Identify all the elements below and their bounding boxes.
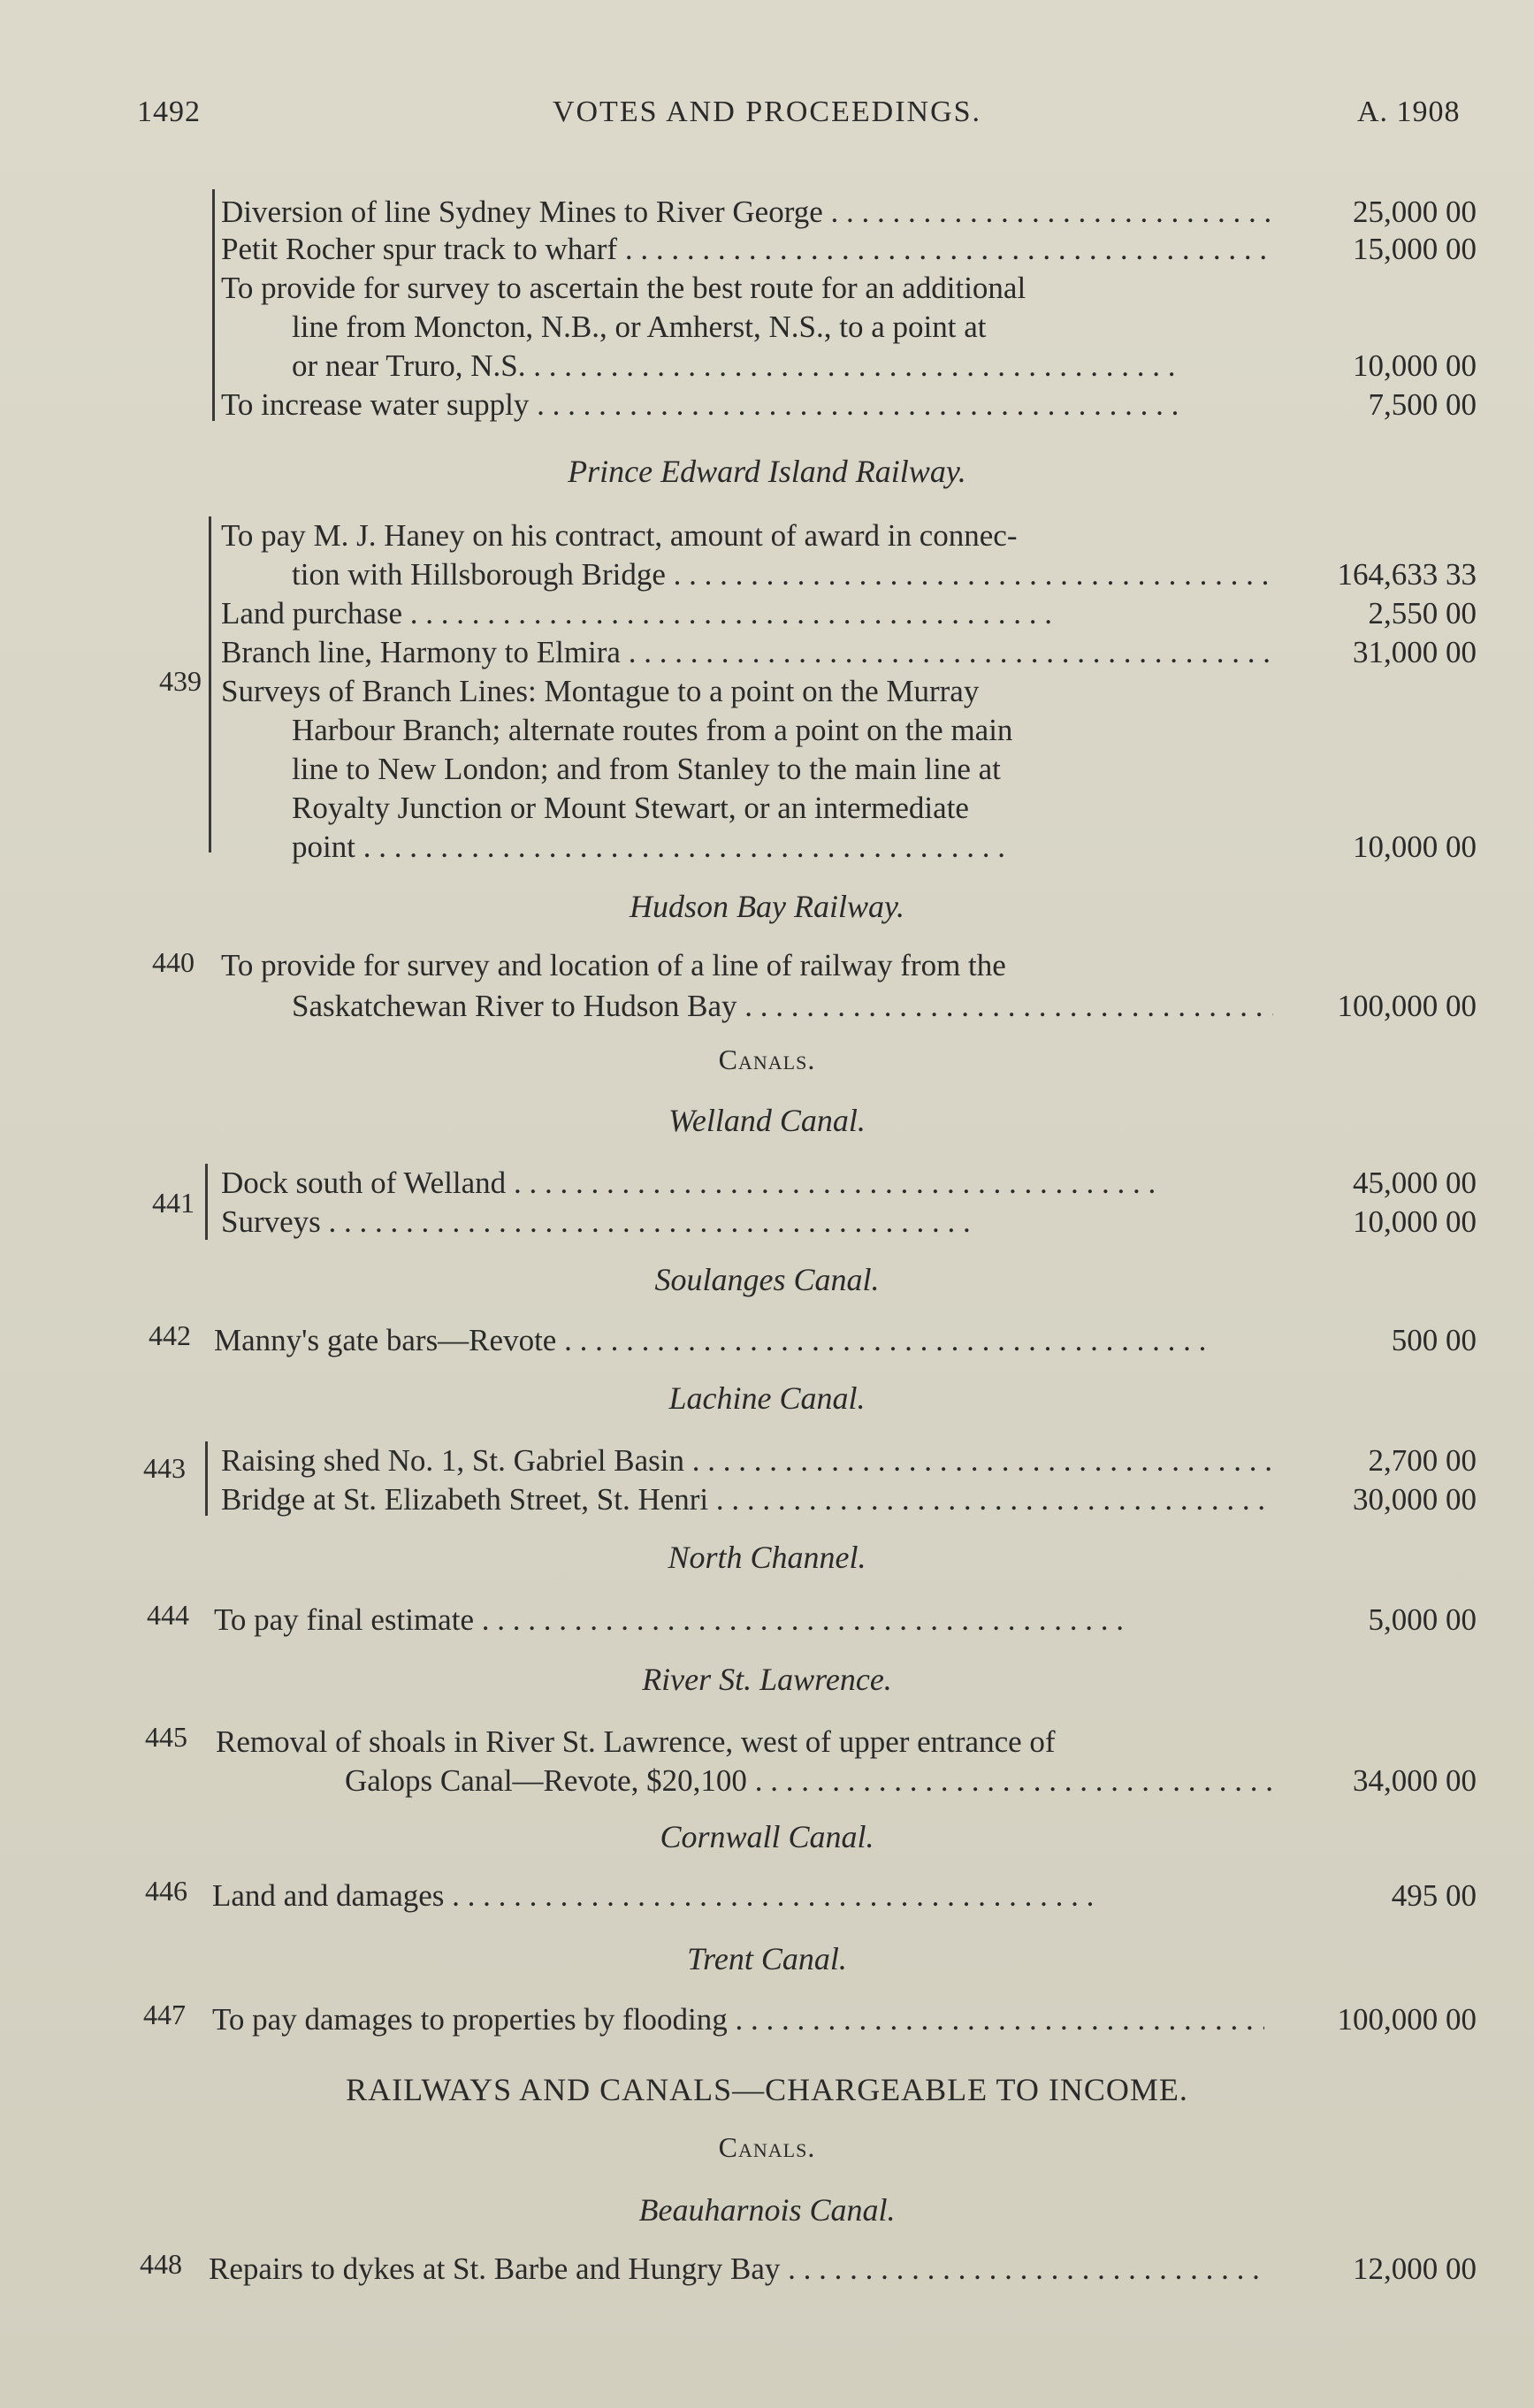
item-row xyxy=(221,631,1477,674)
item-text: Diversion of line Sydney Mines to River George xyxy=(221,195,823,229)
item-text: To provide for survey to ascertain the best route for an additional xyxy=(221,271,1026,305)
item-row xyxy=(221,1201,1477,1243)
item-amount: 495 00 xyxy=(1391,1878,1477,1913)
item-amount: 15,000 00 xyxy=(1353,232,1477,266)
item-row xyxy=(221,267,1477,310)
item-row xyxy=(221,345,1477,387)
item-text: Bridge at St. Elizabeth Street, St. Henri xyxy=(221,1482,709,1517)
item-row xyxy=(221,191,1477,233)
section-heading: Beauharnois Canal. xyxy=(638,2192,896,2228)
item-amount: 2,550 00 xyxy=(1368,596,1477,631)
item-text: tion with Hillsborough Bridge xyxy=(292,557,666,592)
item-text: Galops Canal—Revote, $20,100 xyxy=(345,1763,747,1798)
item-text: Repairs to dykes at St. Barbe and Hungry Bay xyxy=(209,2251,781,2286)
item-row xyxy=(221,384,1477,426)
item-amount: 10,000 00 xyxy=(1353,348,1477,383)
section-heading: Lachine Canal. xyxy=(668,1380,866,1416)
item-text: Dock south of Welland xyxy=(221,1166,507,1200)
item-row xyxy=(221,944,1477,987)
item-row xyxy=(216,1721,1477,1763)
section-heading: Trent Canal. xyxy=(687,1941,847,1976)
section-heading: Canals. xyxy=(718,2131,816,2163)
item-amount: 100,000 00 xyxy=(1337,2002,1477,2037)
item-amount: 164,633 33 xyxy=(1337,557,1477,592)
item-text: To provide for survey and location of a line of railway from the xyxy=(221,948,1006,982)
item-text: Petit Rocher spur track to wharf xyxy=(221,232,618,266)
item-row xyxy=(221,1440,1477,1482)
item-row xyxy=(221,1162,1477,1204)
item-text: To increase water supply xyxy=(221,387,530,422)
item-amount: 45,000 00 xyxy=(1353,1166,1477,1200)
item-row xyxy=(221,748,1477,791)
brace-top xyxy=(212,189,215,421)
item-row xyxy=(221,670,1477,713)
item-amount: 25,000 00 xyxy=(1353,195,1477,229)
vote-number: 440 xyxy=(152,946,195,978)
item-row xyxy=(221,554,1477,596)
item-amount: 5,000 00 xyxy=(1368,1602,1477,1637)
item-text: To pay M. J. Haney on his contract, amount of award in connec- xyxy=(221,518,1018,553)
item-text: Raising shed No. 1, St. Gabriel Basin xyxy=(221,1443,684,1478)
item-text: Removal of shoals in River St. Lawrence, west of upper entrance of xyxy=(216,1724,1056,1759)
item-amount: 2,700 00 xyxy=(1368,1443,1477,1478)
item-text: Land and damages xyxy=(212,1878,445,1913)
section-heading: RAILWAYS AND CANALS—CHARGEABLE TO INCOME. xyxy=(346,2072,1188,2107)
brace-439 xyxy=(209,516,211,852)
item-amount: 34,000 00 xyxy=(1353,1763,1477,1798)
item-amount: 10,000 00 xyxy=(1353,1204,1477,1239)
item-row xyxy=(221,515,1477,557)
item-amount: 100,000 00 xyxy=(1337,989,1477,1023)
item-text: Surveys of Branch Lines: Montague to a point on the Murray xyxy=(221,674,980,708)
item-text: Manny's gate bars—Revote xyxy=(214,1323,557,1357)
section-heading: Prince Edward Island Railway. xyxy=(568,454,966,489)
page-number: 1492 xyxy=(137,96,201,128)
item-row xyxy=(212,1875,1477,1917)
item-amount: 12,000 00 xyxy=(1353,2251,1477,2286)
item-row xyxy=(221,1760,1477,1802)
section-heading: River St. Lawrence. xyxy=(642,1662,892,1697)
section-heading: Hudson Bay Railway. xyxy=(630,889,904,924)
item-row xyxy=(214,1319,1477,1362)
item-amount: 31,000 00 xyxy=(1353,635,1477,669)
item-text: line to New London; and from Stanley to the main line at xyxy=(292,752,1001,786)
vote-number: 441 xyxy=(152,1187,195,1219)
session-year: A. 1908 xyxy=(1357,96,1461,128)
item-row xyxy=(221,592,1477,635)
item-text: line from Moncton, N.B., or Amherst, N.S., to a point at xyxy=(292,310,987,344)
item-row xyxy=(221,228,1477,271)
section-heading: Cornwall Canal. xyxy=(660,1819,874,1854)
vote-number: 442 xyxy=(149,1319,191,1351)
vote-number: 447 xyxy=(143,1999,186,2030)
item-row xyxy=(221,985,1477,1028)
item-text: To pay damages to properties by flooding xyxy=(212,2002,728,2037)
item-row xyxy=(221,1479,1477,1521)
section-heading: Welland Canal. xyxy=(668,1103,866,1138)
item-amount: 30,000 00 xyxy=(1353,1482,1477,1517)
item-text: or near Truro, N.S. xyxy=(292,348,526,383)
item-text: Harbour Branch; alternate routes from a point on the main xyxy=(292,713,1013,747)
item-row xyxy=(212,1999,1477,2041)
item-amount: 500 00 xyxy=(1391,1323,1477,1357)
vote-number: 444 xyxy=(147,1599,189,1631)
vote-number: 448 xyxy=(140,2248,182,2280)
vote-number: 443 xyxy=(143,1452,186,1484)
item-text: point xyxy=(292,829,355,864)
vote-number: 445 xyxy=(145,1721,187,1753)
section-heading: Canals. xyxy=(718,1043,816,1075)
item-amount: 7,500 00 xyxy=(1368,387,1477,422)
item-row xyxy=(221,709,1477,752)
brace-443 xyxy=(205,1441,208,1516)
item-text: Saskatchewan River to Hudson Bay xyxy=(292,989,737,1023)
item-row xyxy=(214,1599,1477,1641)
page-title: VOTES AND PROCEEDINGS. xyxy=(552,96,982,128)
brace-441 xyxy=(205,1164,208,1240)
item-row xyxy=(209,2248,1477,2290)
section-heading: Soulanges Canal. xyxy=(654,1262,880,1297)
item-row xyxy=(221,787,1477,829)
vote-number: 446 xyxy=(145,1875,187,1907)
item-text: Land purchase xyxy=(221,596,403,631)
vote-number: 439 xyxy=(159,665,202,697)
section-heading: North Channel. xyxy=(668,1540,866,1575)
item-text: Branch line, Harmony to Elmira xyxy=(221,635,621,669)
item-text: Royalty Junction or Mount Stewart, or an intermediate xyxy=(292,791,969,825)
item-text: Surveys xyxy=(221,1204,321,1239)
item-text: To pay final estimate xyxy=(214,1602,474,1637)
item-row xyxy=(221,306,1477,348)
item-amount: 10,000 00 xyxy=(1353,829,1477,864)
item-row xyxy=(221,826,1477,868)
